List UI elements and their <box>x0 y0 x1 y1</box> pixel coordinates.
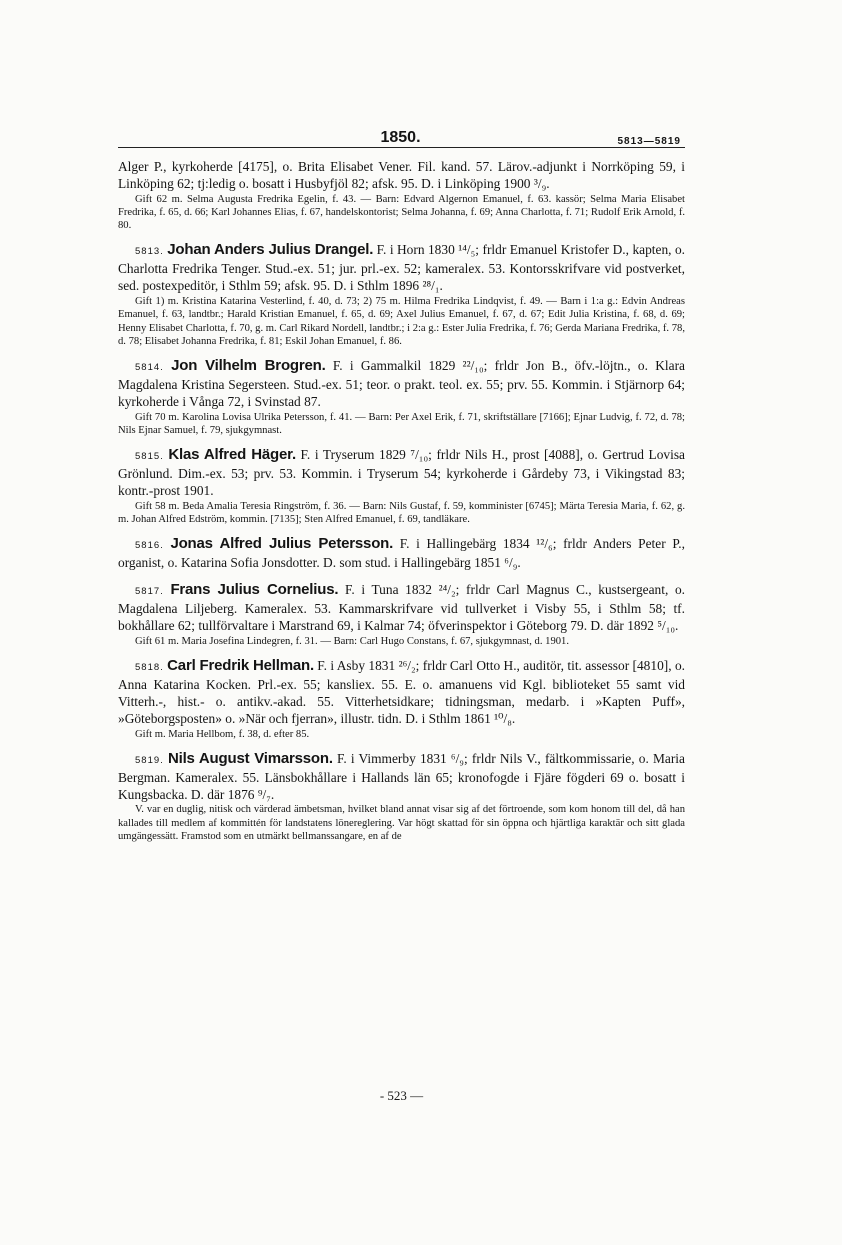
page-year: 1850. <box>380 129 421 146</box>
entry-bio <box>118 159 685 193</box>
entry-5813 <box>118 242 685 348</box>
page-header <box>118 127 683 153</box>
entry-number: 5818. <box>135 661 164 673</box>
entry-5814 <box>118 358 685 437</box>
entry-bio-text: F. i Hallingebärg 1834 ¹²/₆; frldr Anders Peter P., organist, o. Katarina Sofia Jonsdotter. D. som stud. i Hallingebärg 1851 ⁶/₉. <box>118 536 685 571</box>
person-name: Frans Julius Cornelius. <box>170 581 339 599</box>
entry-5816 <box>118 536 685 572</box>
person-name: Johan Anders Julius Drangel. <box>167 241 374 259</box>
person-name: Carl Fredrik Hellman. <box>167 656 314 674</box>
entry-family: Gift m. Maria Hellbom, f. 38, d. efter 85. <box>135 728 310 740</box>
entry-family: Gift 70 m. Karolina Lovisa Ulrika Petersson, f. 41. — Barn: Per Axel Erik, f. 71, skriftställare [7166]; Ejnar Ludvig, f. 72, d. 78; Nils Ejnar Samuel, f. 79, sjukgymnast. <box>118 411 685 436</box>
entry-5818 <box>118 658 685 741</box>
entry-bio-text: Alger P., kyrkoherde [4175], o. Brita Elisabet Vener. Fil. kand. 57. Lärov.-adjunkt i Norrköping 59, i Linköping 62; tj:ledig o. bosatt i Husbyfjöl 82; afsk. 95. D. i Linköping 1900 ³/₉. <box>118 159 685 191</box>
entry-5812-continued <box>118 159 685 232</box>
entry-number: 5813. <box>135 246 164 258</box>
entry-family: Gift 1) m. Kristina Katarina Vesterlind, f. 40, d. 73; 2) 75 m. Hilma Fredrika Lindqvist, f. 49. — Barn i 1:a g.: Edvin Andreas Emanuel, f. 63, landtbr.; Harald Kristian Emanuel, f. 65, d. 69; Axel Julius Emanuel, f. 67, d. 67; Edit Julia Kristina, f. 68, d. 69; Henny Elisabet Charlotta, f. 70, g. m. Carl Rikard Nordell, landtbr.; i 2:a g.: Ester Julia Fredrika, f. 76; Gerda Mariana Fredrika, f. 78, d. 78; Elisabet Johanna Fredrika, f. 81; Eskil Johan Emanuel, f. 86. <box>118 296 685 347</box>
entry-list <box>118 159 685 853</box>
entry-bio-text: F. i Tuna 1832 ²⁴/₂; frldr Carl Magnus C., kustsergeant, o. Magdalena Liljeberg. Kameralex. 53. Kammarskrifvare vid tullverket i Visby 55, i Sthlm 58; tf. bokhållare 62; tullförvaltare i Marstrand 69, i Kalmar 74; öfverinspektor i Göteborg 79. D. där 1892 ⁵/₁₀. <box>118 582 685 633</box>
entry-bio-text: F. i Vimmerby 1831 ⁶/₉; frldr Nils V., fältkommissarie, o. Maria Bergman. Kameralex. 55. Länsbokhållare i Hallands län 65; kronofogde i Fjäre fögderi 69 o. bosatt i Kungsbacka. D. där 1876 ⁹/₇. <box>118 750 685 802</box>
entry-family: Gift 62 m. Selma Augusta Fredrika Egelin, f. 43. — Barn: Edvard Algernon Emanuel, f. 63. kassör; Selma Maria Elisabet Fredrika, f. 65, d. 66; Karl Johannes Elias, f. 67, handelskontorist; Selma Johanna, f. 69; Anna Charlotta, f. 71; Rudolf Erik Arnold, f. 80. <box>118 193 685 232</box>
entry-bio-text: F. i Asby 1831 ²⁶/₂; frldr Carl Otto H., auditör, tit. assessor [4810], o. Anna Katarina Kocken. Prl.-ex. 55; kansliex. 55. E. o. amanuens vid Kgl. biblioteket 55 samt vid Vitterh.-, hist.- o. antikv.-akad. 55. Vitterhetsidkare; tidningsman, medarb. i »Kapten Puff», »Göteborgsposten» o. »När och fjerran», illustr. tidn. D. i Sthlm 1861 ¹⁰/₈. <box>118 657 685 726</box>
entry-bio <box>118 242 685 295</box>
entry-family: Gift 58 m. Beda Amalia Teresia Ringström, f. 36. — Barn: Nils Gustaf, f. 59, komminister [6745]; Märta Teresia Maria, f. 62, g. m. Johan Alfred Edström, kommin. [7135]; Sten Alfred Emanuel, f. 69, tandläkare. <box>118 500 685 525</box>
entry-bio <box>118 658 685 728</box>
page-number: - 523 — <box>379 1088 424 1103</box>
entry-family: Gift 61 m. Maria Josefina Lindegren, f. 31. — Barn: Carl Hugo Constans, f. 67, sjukgymnast, d. 1901. <box>135 635 569 647</box>
entry-bio <box>118 447 685 500</box>
entry-range: 5813—5819 <box>617 136 681 147</box>
entry-bio-text: F. i Tryserum 1829 ⁷/₁₀; frldr Nils H., prost [4088], o. Gertrud Lovisa Grönlund. Dim.-ex. 53; prv. 53. Kommin. i Tryserum 54; kyrkoherde i Gårdeby 73, i Vikingstad 83; kontr.-prost 1901. <box>118 447 685 498</box>
entry-number: 5815. <box>135 451 164 463</box>
person-name: Jon Vilhelm Brogren. <box>171 356 326 374</box>
person-name: Nils August Vimarsson. <box>167 749 333 767</box>
entry-number: 5814. <box>135 361 164 373</box>
entry-bio-text: F. i Gammalkil 1829 ²²/₁₀; frldr Jon B., öfv.-löjtn., o. Klara Magdalena Kristina Segersteen. Stud.-ex. 51; teor. o prakt. teol. ex. 55; prv. 55. Kommin. i Stjärnorp 64; kyrkoherde i Vånga 72, i Svinstad 87. <box>118 357 685 409</box>
entry-bio-text: F. i Horn 1830 ¹⁴/₅; frldr Emanuel Kristofer D., kapten, o. Charlotta Fredrika Tenger. Stud.-ex. 51; jur. prl.-ex. 52; kameralex. 53. Kontorsskrifvare vid postverket, sed. postexpeditör, i Sthlm 59; afsk. 95. D. i Sthlm 1896 ²⁸/₁. <box>118 242 685 294</box>
entry-5815 <box>118 447 685 526</box>
entry-bio <box>118 536 685 572</box>
entry-number: 5816. <box>135 540 164 552</box>
entry-number: 5819. <box>135 754 164 766</box>
person-name: Klas Alfred Häger. <box>168 446 296 464</box>
header-rule <box>118 147 685 148</box>
entry-bio <box>118 582 685 635</box>
entry-bio <box>118 751 685 804</box>
entry-bio <box>118 358 685 411</box>
entry-number: 5817. <box>135 586 164 598</box>
person-name: Jonas Alfred Julius Petersson. <box>170 535 394 553</box>
entry-family: V. var en duglig, nitisk och värderad ämbetsman, hvilket bland annat visar sig af det förtroende, som kom honom till del, då han kallades till medlem af kommittén för landstatens lönereglering. Var högt skattad för sin öppna och hjärtliga karaktär och sitt glada umgängessätt. Framstod som en utmärkt bellmanssangare, en af de <box>118 804 685 842</box>
entry-5819 <box>118 751 685 843</box>
entry-5817 <box>118 582 685 648</box>
